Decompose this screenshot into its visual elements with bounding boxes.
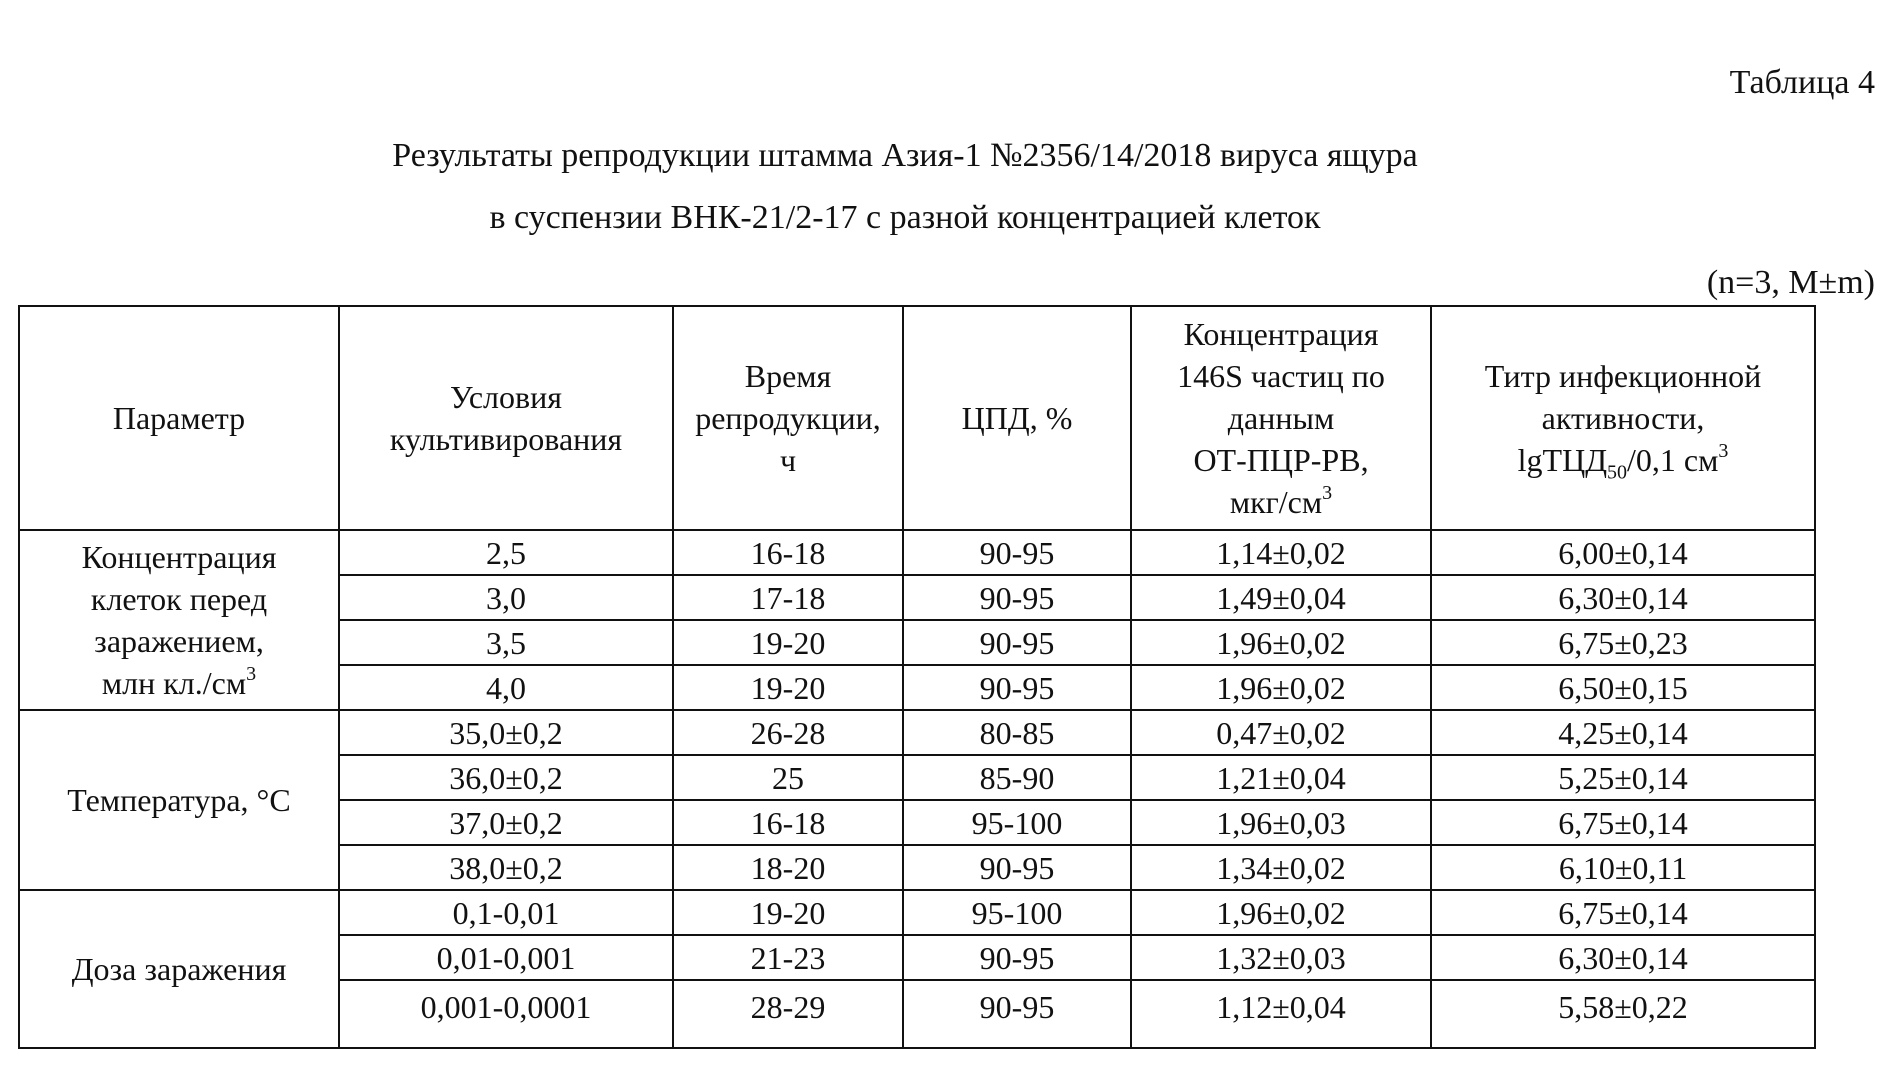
condition-cell: 36,0±0,2 xyxy=(339,755,673,800)
group-parameter-text: Доза заражения xyxy=(71,951,287,987)
cpe-cell: 95-100 xyxy=(903,800,1131,845)
time-cell: 21-23 xyxy=(673,935,903,980)
header-titer-tail: /0,1 см xyxy=(1627,442,1719,478)
cpe-cell: 80-85 xyxy=(903,710,1131,755)
table-number-label: Таблица 4 xyxy=(1729,64,1875,101)
time-cell: 17-18 xyxy=(673,575,903,620)
cpe-cell: 90-95 xyxy=(903,935,1131,980)
header-time: Время репродукции, ч xyxy=(673,306,903,530)
group-parameter-text: Температура, °С xyxy=(67,782,291,818)
condition-cell: 3,5 xyxy=(339,620,673,665)
cpe-cell: 90-95 xyxy=(903,530,1131,575)
cpe-cell: 85-90 xyxy=(903,755,1131,800)
time-cell: 16-18 xyxy=(673,800,903,845)
table-row xyxy=(19,710,1815,755)
table-row xyxy=(19,890,1815,935)
header-cpe: ЦПД, % xyxy=(903,306,1131,530)
concentration-cell: 1,21±0,04 xyxy=(1131,755,1431,800)
time-cell: 28-29 xyxy=(673,980,903,1048)
time-cell: 25 xyxy=(673,755,903,800)
cpe-cell: 90-95 xyxy=(903,845,1131,890)
concentration-cell: 1,12±0,04 xyxy=(1131,980,1431,1048)
header-conditions: Условия культивирования xyxy=(339,306,673,530)
titer-cell: 5,58±0,22 xyxy=(1431,980,1815,1048)
header-row xyxy=(19,306,1815,530)
cpe-cell: 90-95 xyxy=(903,980,1131,1048)
concentration-cell: 1,49±0,04 xyxy=(1131,575,1431,620)
condition-cell: 0,001-0,0001 xyxy=(339,980,673,1048)
condition-cell: 35,0±0,2 xyxy=(339,710,673,755)
concentration-cell: 1,96±0,02 xyxy=(1131,620,1431,665)
header-concentration xyxy=(1131,306,1431,530)
header-titer-sup: 3 xyxy=(1718,440,1729,463)
group-parameter-text: Концентрация клеток перед заражением, млн кл./см xyxy=(81,539,277,701)
condition-cell: 0,1-0,01 xyxy=(339,890,673,935)
concentration-cell: 1,96±0,02 xyxy=(1131,665,1431,710)
condition-cell: 0,01-0,001 xyxy=(339,935,673,980)
time-cell: 19-20 xyxy=(673,665,903,710)
time-cell: 18-20 xyxy=(673,845,903,890)
group-parameter-temperature xyxy=(19,710,339,890)
condition-cell: 37,0±0,2 xyxy=(339,800,673,845)
concentration-cell: 1,14±0,02 xyxy=(1131,530,1431,575)
cpe-cell: 90-95 xyxy=(903,665,1131,710)
header-parameter: Параметр xyxy=(19,306,339,530)
titer-cell: 4,25±0,14 xyxy=(1431,710,1815,755)
titer-cell: 6,75±0,14 xyxy=(1431,800,1815,845)
time-cell: 16-18 xyxy=(673,530,903,575)
titer-cell: 6,75±0,14 xyxy=(1431,890,1815,935)
titer-cell: 6,10±0,11 xyxy=(1431,845,1815,890)
group-parameter-infection-dose xyxy=(19,890,339,1048)
table-title-line-1: Результаты репродукции штамма Азия-1 №2356/14/2018 вируса ящура xyxy=(392,137,1418,174)
cpe-cell: 90-95 xyxy=(903,575,1131,620)
header-concentration-sup: 3 xyxy=(1322,482,1333,505)
concentration-cell: 1,32±0,03 xyxy=(1131,935,1431,980)
time-cell: 26-28 xyxy=(673,710,903,755)
results-table xyxy=(18,305,1816,1049)
header-titer-sub: 50 xyxy=(1607,461,1628,484)
header-concentration-text: Концентрация 146S частиц по данным ОТ-ПЦР-РВ, мкг/см xyxy=(1177,316,1385,520)
titer-cell: 5,25±0,14 xyxy=(1431,755,1815,800)
time-cell: 19-20 xyxy=(673,620,903,665)
titer-cell: 6,50±0,15 xyxy=(1431,665,1815,710)
titer-cell: 6,75±0,23 xyxy=(1431,620,1815,665)
cpe-cell: 95-100 xyxy=(903,890,1131,935)
statistics-note: (n=3, M±m) xyxy=(1706,264,1875,301)
condition-cell: 3,0 xyxy=(339,575,673,620)
group-parameter-sup: 3 xyxy=(246,663,257,686)
header-titer xyxy=(1431,306,1815,530)
concentration-cell: 1,96±0,03 xyxy=(1131,800,1431,845)
titer-cell: 6,00±0,14 xyxy=(1431,530,1815,575)
condition-cell: 4,0 xyxy=(339,665,673,710)
titer-cell: 6,30±0,14 xyxy=(1431,575,1815,620)
group-parameter-cell-concentration xyxy=(19,530,339,710)
condition-cell: 2,5 xyxy=(339,530,673,575)
table-title-line-2: в суспензии ВНК-21/2-17 с разной концентрацией клеток xyxy=(489,199,1321,236)
header-titer-text: Титр инфекционной активности, lgТЦД xyxy=(1484,358,1762,478)
concentration-cell: 1,34±0,02 xyxy=(1131,845,1431,890)
time-cell: 19-20 xyxy=(673,890,903,935)
condition-cell: 38,0±0,2 xyxy=(339,845,673,890)
titer-cell: 6,30±0,14 xyxy=(1431,935,1815,980)
cpe-cell: 90-95 xyxy=(903,620,1131,665)
concentration-cell: 0,47±0,02 xyxy=(1131,710,1431,755)
table-row xyxy=(19,530,1815,575)
concentration-cell: 1,96±0,02 xyxy=(1131,890,1431,935)
